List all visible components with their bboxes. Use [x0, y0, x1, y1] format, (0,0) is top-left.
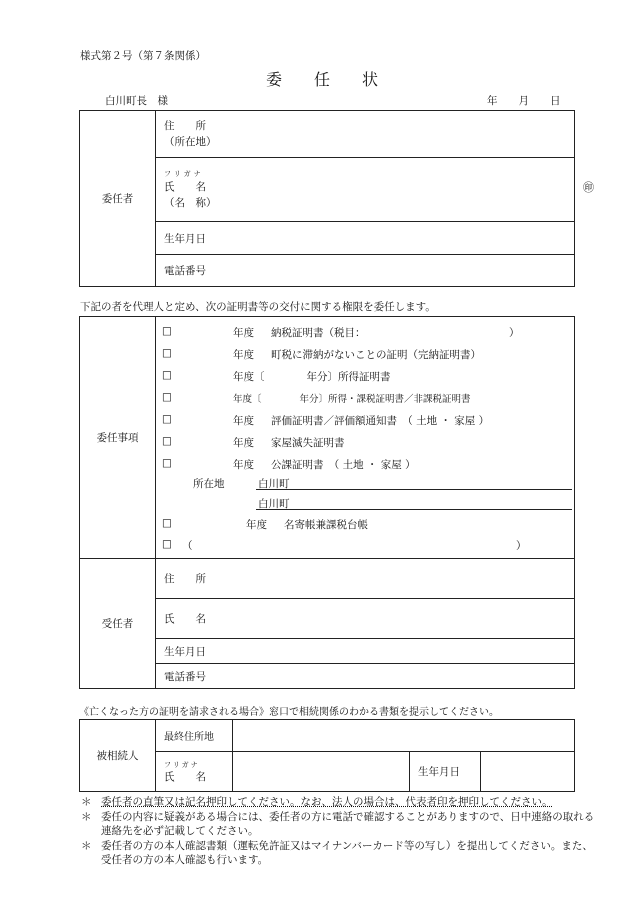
- matter-checkbox[interactable]: □: [162, 391, 172, 403]
- matter-year: 年度: [233, 415, 254, 427]
- matter-year: 年度: [233, 459, 254, 471]
- matter-text: 年度〔 年分〕所得証明書: [233, 371, 391, 383]
- matter-checkbox[interactable]: □: [162, 538, 172, 550]
- matter-text: 名寄帳兼課税台帳: [284, 519, 368, 531]
- deceased-name-field[interactable]: [233, 752, 410, 792]
- deceased-label: 被相続人: [80, 720, 156, 792]
- matter-year: 年度: [233, 327, 254, 339]
- delegator-birthdate-field[interactable]: 生年月日: [156, 222, 575, 255]
- matter-text: 町税に滞納がないことの証明（完納証明書）: [271, 349, 481, 361]
- matter-checkbox[interactable]: □: [162, 517, 172, 529]
- seal-icon: ㊞: [583, 181, 594, 194]
- last-address-field[interactable]: [233, 720, 575, 752]
- matter-text: 評価証明書／評価額通知書 （ 土地 ・ 家屋 ）: [271, 415, 490, 427]
- deceased-table: [79, 719, 575, 792]
- delegator-phone-field[interactable]: 電話番号: [156, 255, 575, 287]
- delegator-label: 委任者: [80, 111, 156, 287]
- matter-checkbox[interactable]: □: [162, 325, 172, 337]
- matter-year: 年度: [233, 437, 254, 449]
- deceased-birth-label: 生年月日: [410, 752, 481, 792]
- matter-text: 家屋滅失証明書: [271, 437, 345, 449]
- matter-year: 年度: [246, 519, 267, 531]
- delegate-table: [79, 558, 575, 689]
- matters-table: [79, 316, 575, 559]
- matter-checkbox[interactable]: □: [162, 369, 172, 381]
- deceased-birth-field[interactable]: [481, 752, 575, 792]
- location-value: 白川町: [258, 498, 290, 510]
- page-title: 委 任 状: [266, 70, 379, 89]
- note-item: ＊ 委任の内容に疑義がある場合には、委任者の方に電話で確認することがありますので、日中連絡の取れる連絡先を必ず記載してください。: [81, 811, 595, 837]
- delegate-birthdate-field[interactable]: 生年月日: [156, 639, 575, 664]
- matter-year: 年度: [233, 349, 254, 361]
- matter-checkbox[interactable]: □: [162, 347, 172, 359]
- location-label: 所在地: [193, 478, 225, 490]
- note-item: ＊ 委任者の直筆又は記名押印してください。なお、法人の場合は、代表者印を押印してください。: [81, 796, 553, 808]
- other-open: （: [182, 540, 193, 552]
- deceased-note: 《亡くなった方の証明を請求される場合》窓口で相続関係のわかる書類を提示してください。: [79, 707, 499, 718]
- addressee: 白川町長 様: [105, 95, 168, 107]
- delegator-address-field[interactable]: 住 所 （所在地）: [156, 111, 575, 158]
- delegate-label: 受任者: [80, 559, 156, 689]
- matter-checkbox[interactable]: □: [162, 435, 172, 447]
- date-field[interactable]: 年 月 日: [487, 95, 561, 107]
- delegator-name-field[interactable]: フリガナ 氏 名 （名 称） ㊞: [156, 158, 575, 222]
- location-value: 白川町: [258, 478, 290, 490]
- matter-text: 公課証明書 （ 土地 ・ 家屋 ）: [271, 459, 416, 471]
- note-item: ＊ 委任者の方の本人確認書類（運転免許証又はマイナンバーカード等の写し）を提出してください。また、受任者の方の本人確認も行います。: [81, 840, 593, 866]
- delegate-name-field[interactable]: 氏 名: [156, 599, 575, 639]
- matter-close: ）: [509, 327, 520, 339]
- form-number: 様式第２号（第７条関係）: [80, 50, 206, 62]
- delegate-phone-field[interactable]: 電話番号: [156, 664, 575, 689]
- other-close: ）: [516, 540, 527, 552]
- matters-content: [156, 317, 575, 559]
- intro-text: 下記の者を代理人と定め、次の証明書等の交付に関する権限を委任します。: [80, 301, 436, 313]
- last-address-label: 最終住所地: [156, 720, 233, 752]
- matter-checkbox[interactable]: □: [162, 457, 172, 469]
- delegate-address-field[interactable]: 住 所: [156, 559, 575, 599]
- delegator-table: [79, 110, 594, 287]
- matter-text: 年度〔 年分〕所得・課税証明書／非課税証明書: [233, 394, 471, 405]
- deceased-name-label: フリガナ 氏 名: [156, 752, 233, 792]
- matter-text: 納税証明書（税目：: [271, 327, 366, 339]
- matters-label: 委任事項: [80, 317, 156, 559]
- matter-checkbox[interactable]: □: [162, 413, 172, 425]
